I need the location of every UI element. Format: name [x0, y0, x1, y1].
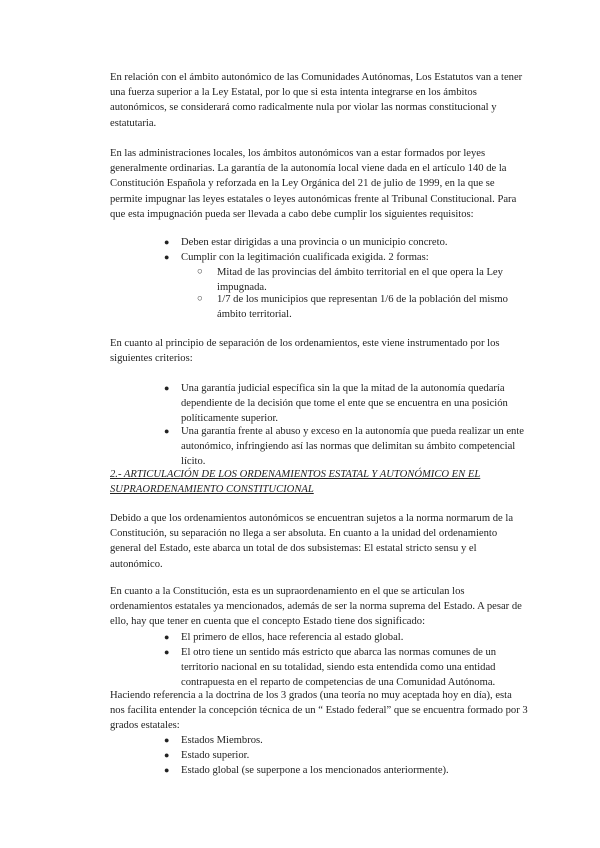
list-item [164, 645, 526, 691]
sub-list-item [197, 292, 525, 322]
list-item-text: El primero de ellos, hace referencia al estado global. [181, 632, 404, 643]
list-item [164, 763, 526, 778]
list-item-text: Estado superior. [181, 750, 250, 761]
paragraph-autonomic-scope: En relación con el ámbito autonómico de las Comunidades Autónomas, Los Estatutos van a tener una fuerza superior a la Ley Estatal, por lo que si esta intenta integrarse en los ámbitos autonómicos, se considerará como radicalmente nula por violar las normas constitucional y estatutaria. [110, 72, 523, 129]
list-item [164, 235, 526, 250]
bullet-icon: ● [164, 632, 170, 642]
bullet-icon: ● [164, 237, 170, 247]
list-item-text: Deben estar dirigidas a una provincia o un municipio concreto. [181, 237, 448, 248]
sub-list-item-text: 1/7 de los municipios que representan 1/6 de la población del mismo ámbito territorial. [217, 294, 508, 321]
bullet-icon: ● [164, 735, 170, 745]
sub-list-item-text: Mitad de las provincias del ámbito territorial en el que opera la Ley impugnada. [217, 267, 503, 294]
bullet-icon: ● [164, 750, 170, 760]
list-item-text: Cumplir con la legitimación cualificada exigida. 2 formas: [181, 252, 429, 263]
list-item [164, 733, 526, 748]
paragraph-local-administrations: En las administraciones locales, los ámbitos autonómicos van a estar formados por leyes generalmente ordinarias. La garantía de la autonomía local viene dada en el artículo 140 de la Constitución Española y reforzada en la Ley Orgánica del 21 de julio de 1999, en la que se permite impugnar las leyes estatales o leyes autonómicas frente al Tribunal Constitucional. Para que esta impugnación pueda ser llevada a cabo debe cumplir los siguientes requisitos: [110, 148, 517, 220]
list-item [164, 381, 526, 427]
list-item [164, 630, 526, 645]
list-item-text: Una garantía frente al abuso y exceso en la autonomía que pueda realizar un ente autonómico, infringiendo así las normas que delimitan su ámbito competencial lícito. [181, 426, 524, 468]
section-heading: 2.- ARTICULACIÓN DE LOS ORDENAMIENTOS ESTATAL Y AUTONÓMICO EN EL SUPRAORDENAMIENTO CONSTITUCIONAL [110, 469, 481, 496]
list-item [164, 424, 526, 470]
bullet-icon: ● [164, 765, 170, 775]
list-item [164, 748, 526, 763]
list-item-text: Una garantía judicial específica sin la que la mitad de la autonomía quedaría dependiente de la decisión que tome el ente que se encuentra en una posición políticamente superior. [181, 383, 508, 425]
list-item-text: Estado global (se superpone a los mencionados anteriormente). [181, 765, 449, 776]
list-item-text: Estados Miembros. [181, 735, 263, 746]
paragraph-supraordering: Debido a que los ordenamientos autonómicos se encuentran sujetos a la norma normarum de la Constitución, su separación no llega a ser absoluta. En cuanto a la unidad del ordenamiento general del Estado, este abarca un total de dos subsistemas: El estatal stricto sensu y el autonómico. [110, 513, 514, 570]
paragraph-constitution: En cuanto a la Constitución, esta es un supraordenamiento en el que se articulan los ordenamientos estatales ya mencionados, además de ser la norma suprema del Estado. A pesar de ello, hay que tener en cuenta que el concepto Estado tiene dos significado: [110, 586, 522, 628]
bullet-icon: ● [164, 383, 170, 393]
circle-bullet-icon: ○ [197, 267, 203, 277]
circle-bullet-icon: ○ [197, 294, 203, 304]
bullet-icon: ● [164, 252, 170, 262]
paragraph-three-degrees: Haciendo referencia a la doctrina de los 3 grados (una teoría no muy aceptada hoy en día), esta nos facilita entender la concepción técnica de un “ Estado federal” que se encuentra formado por 3 grados estatales: [110, 690, 528, 732]
list-item-text: El otro tiene un sentido más estricto que abarca las normas comunes de un territorio nacional en su totalidad, siendo esta entendida como una entidad contrapuesta en el reparto de competencias de una Comunidad Autónoma. [181, 647, 497, 689]
bullet-icon: ● [164, 647, 170, 657]
bullet-icon: ● [164, 426, 170, 436]
list-item [164, 250, 526, 265]
sub-list-item [197, 265, 525, 295]
paragraph-separation-principle: En cuanto al principio de separación de los ordenamientos, este viene instrumentado por los siguientes criterios: [110, 338, 500, 365]
